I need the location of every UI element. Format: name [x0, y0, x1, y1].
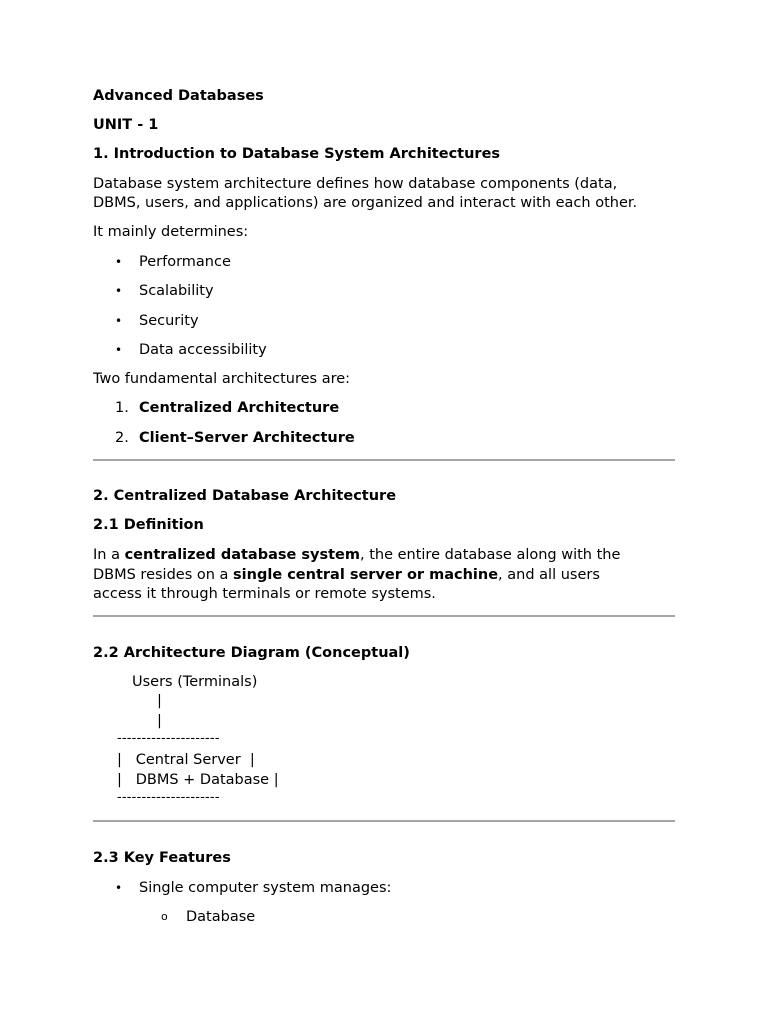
list-item: Scalability: [139, 283, 214, 299]
definition-line-3: access it through terminals or remote systems.: [93, 586, 436, 602]
diagram-connector: |: [157, 713, 162, 729]
key-features-heading: 2.3 Key Features: [93, 850, 231, 866]
diagram-box-bottom: ---------------------: [117, 790, 220, 805]
list-item: Single computer system manages:: [139, 880, 392, 896]
list-item: Centralized Architecture: [139, 400, 340, 416]
diagram-box-line-2: | DBMS + Database |: [117, 772, 279, 788]
list-number: 1.: [115, 400, 129, 416]
section-2-heading: 2. Centralized Database Architecture: [93, 488, 397, 504]
bullet-icon: •: [115, 343, 123, 357]
bullet-icon: •: [115, 284, 123, 298]
definition-heading: 2.1 Definition: [93, 517, 204, 533]
diagram-box-line-1: | Central Server |: [117, 752, 255, 768]
definition-text: , the entire database along with the: [359, 547, 621, 563]
sub-bullet-icon: o: [161, 910, 168, 923]
horizontal-divider: [93, 820, 675, 822]
definition-line-2: [93, 565, 600, 585]
two-architectures-label: Two fundamental architectures are:: [93, 371, 351, 387]
bullet-icon: •: [115, 314, 123, 328]
bullet-icon: •: [115, 255, 123, 269]
list-item: Client–Server Architecture: [139, 430, 355, 446]
definition-emphasis: single central server or machine: [233, 567, 499, 583]
diagram-box-top: ---------------------: [117, 731, 220, 746]
definition-text: , and all users: [498, 567, 600, 583]
list-item: Data accessibility: [139, 342, 267, 358]
sub-list-item: Database: [186, 909, 256, 925]
definition-emphasis: centralized database system: [124, 547, 360, 563]
document-title: Advanced Databases: [93, 88, 264, 104]
unit-label: UNIT - 1: [93, 117, 159, 133]
list-item: Performance: [139, 254, 231, 270]
diagram-heading: 2.2 Architecture Diagram (Conceptual): [93, 645, 410, 661]
list-number: 2.: [115, 430, 129, 446]
determines-label: It mainly determines:: [93, 224, 249, 240]
list-item: Security: [139, 313, 199, 329]
diagram-connector: |: [157, 693, 162, 709]
definition-text: In a: [93, 547, 125, 563]
horizontal-divider: [93, 615, 675, 617]
section-1-paragraph-line-1: Database system architecture defines how database components (data,: [93, 176, 618, 192]
horizontal-divider: [93, 459, 675, 461]
definition-text: DBMS resides on a: [93, 567, 234, 583]
bullet-icon: •: [115, 881, 123, 895]
section-1-heading: 1. Introduction to Database System Architectures: [93, 146, 501, 162]
definition-line-1: [93, 545, 620, 565]
section-1-paragraph-line-2: DBMS, users, and applications) are organized and interact with each other.: [93, 195, 638, 211]
diagram-users-label: Users (Terminals): [132, 674, 258, 690]
